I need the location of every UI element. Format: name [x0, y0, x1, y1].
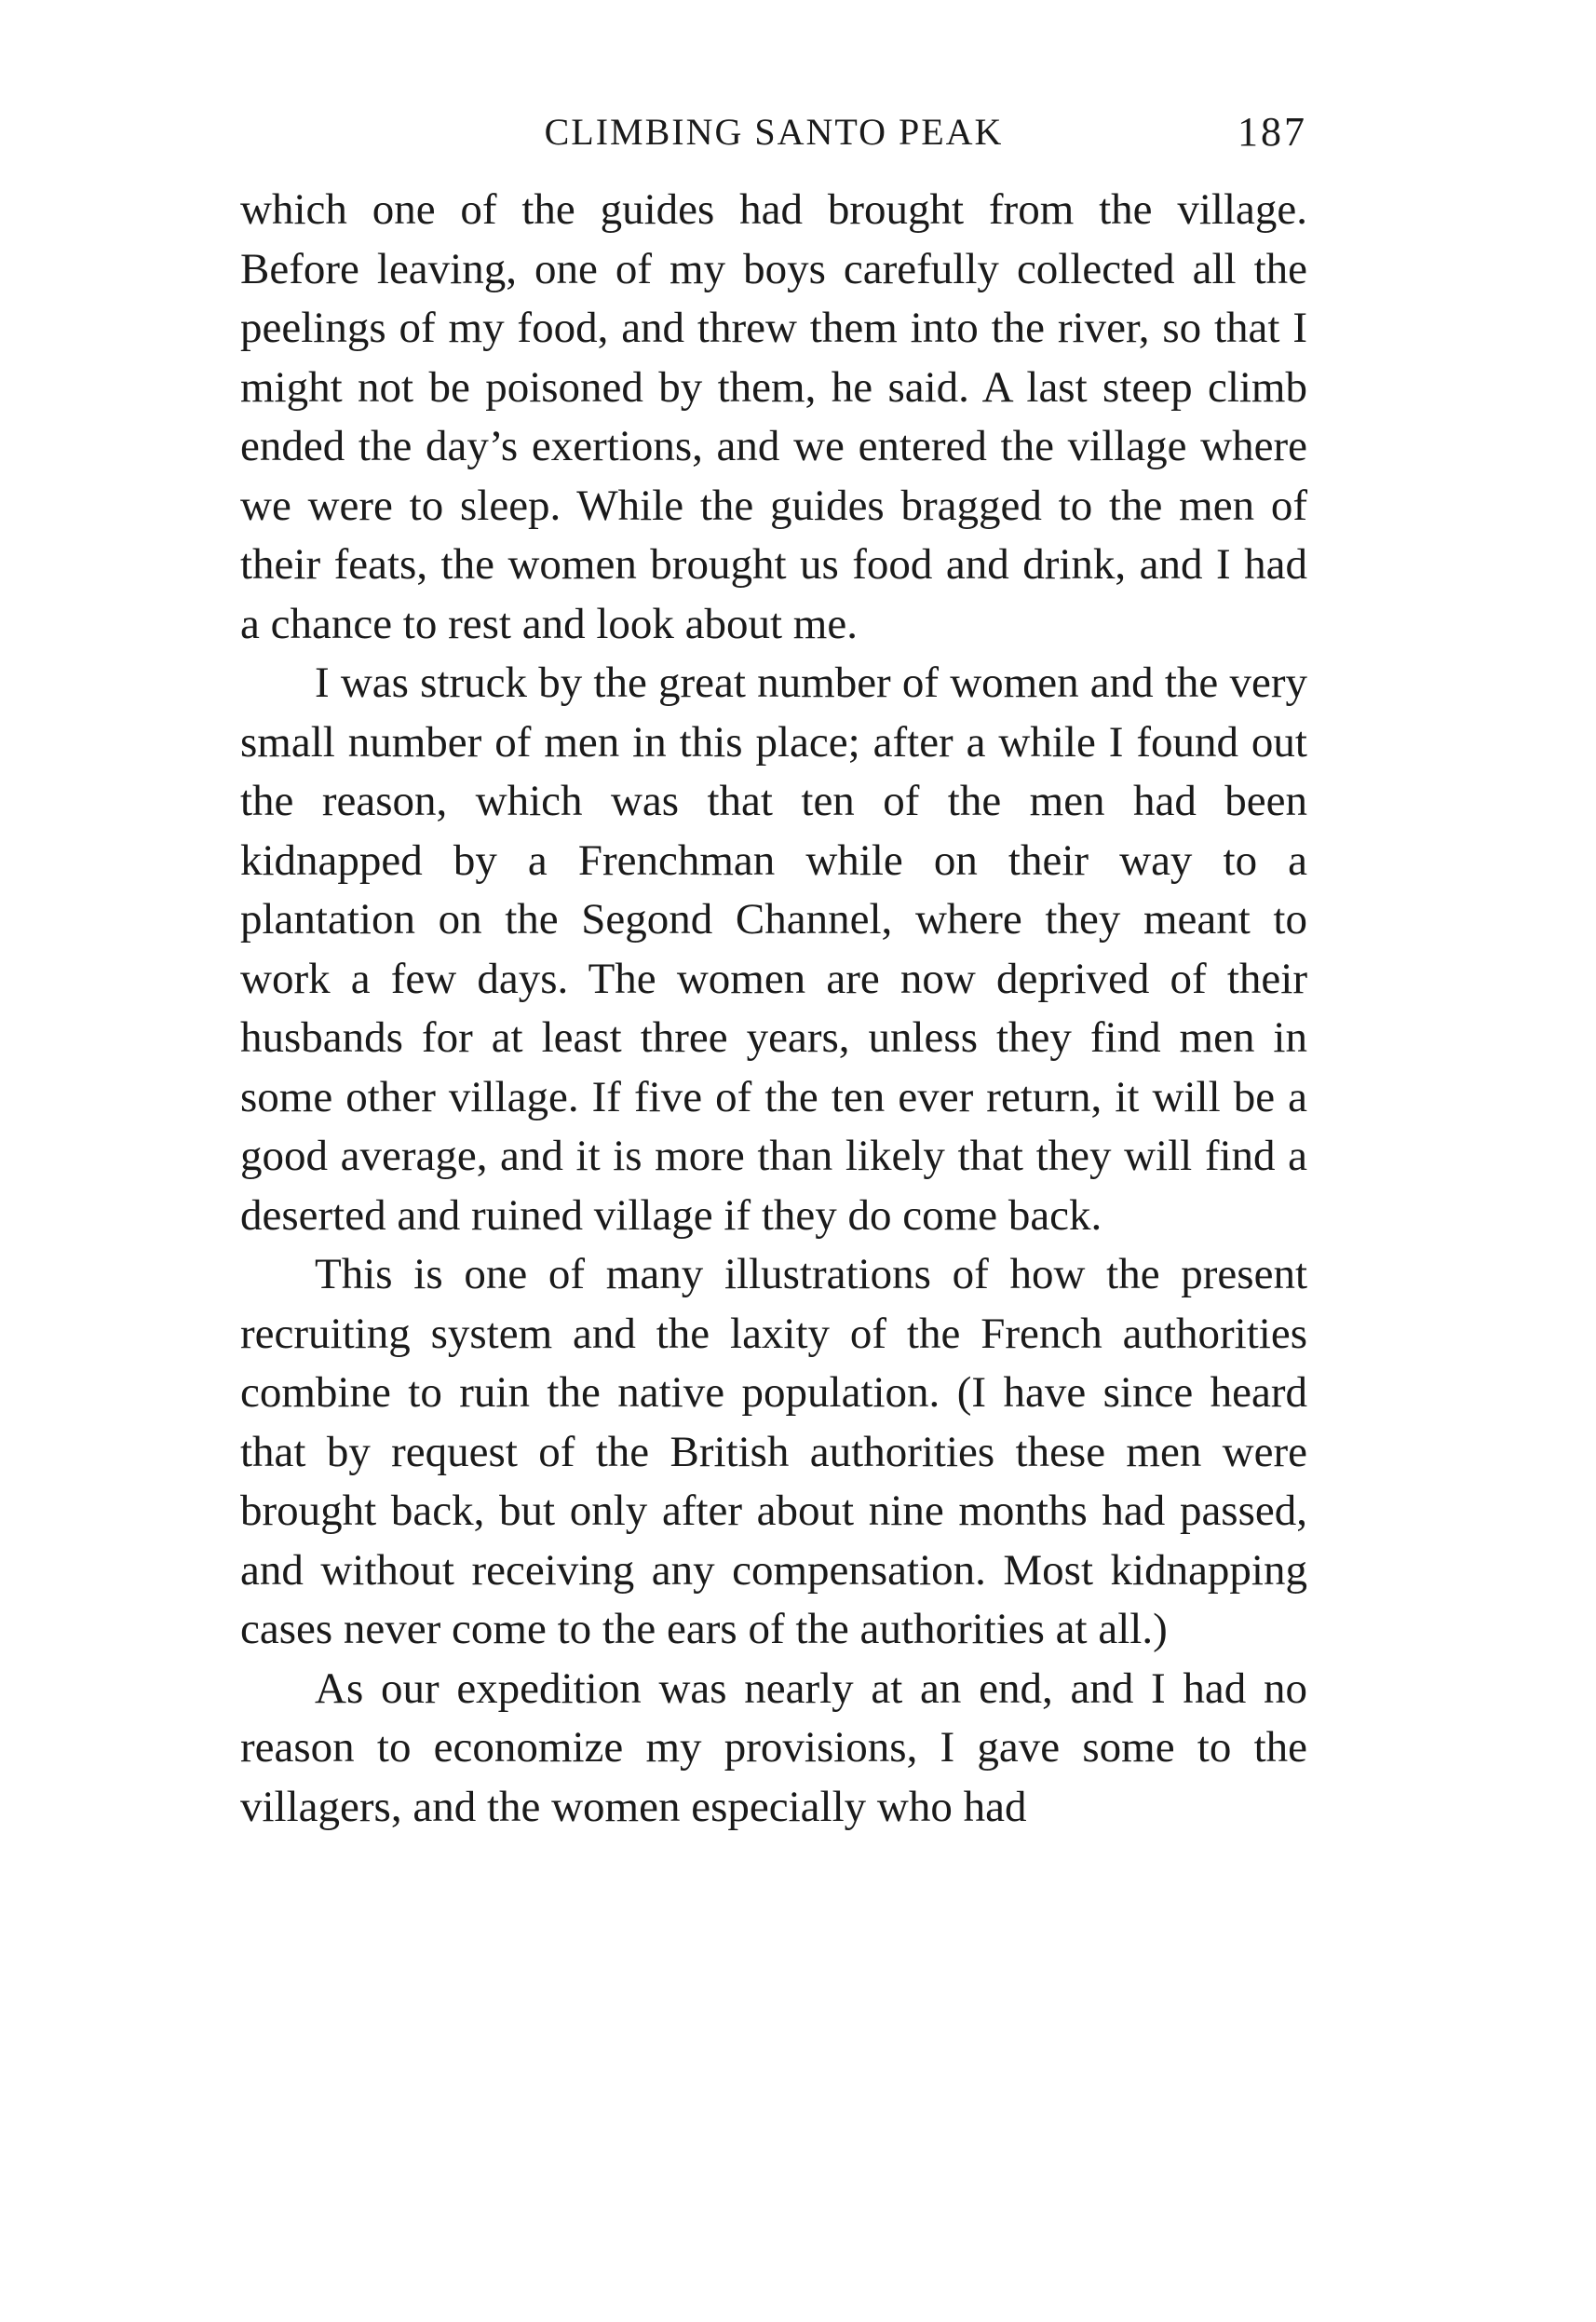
paragraph: This is one of many illustrations of how the present recruiting system and the laxity of the French authorities combine to ruin the native population. (I have since heard that by request of the British authorities these men were brought back, but only after about nine months had passed, and without receiving any compensation. Most kidnapping cases never come to the ears of the authorities at all.)	[240, 1250, 1307, 1653]
running-title: CLIMBING SANTO PEAK	[544, 111, 1004, 153]
page-number: 187	[1238, 109, 1307, 155]
body-text	[240, 181, 1307, 1837]
paragraph: As our expedition was nearly at an end, and I had no reason to economize my provisions, I gave some to the villagers, and the women especially who had	[240, 1663, 1307, 1831]
running-head	[240, 104, 1307, 160]
paragraph-continued: which one of the guides had brought from the village. Before leaving, one of my boys carefully collected all the peelings of my food, and threw them into the river, so that I might not be poisoned by them, he said. A last steep climb ended the day’s exertions, and we entered the village where we were to sleep. While the guides bragged to the men of their feats, the women brought us food and drink, and I had a chance to rest and look about me.	[240, 185, 1307, 648]
paragraph: I was struck by the great number of women and the very small number of men in this place; after a while I found out the reason, which was that ten of the men had been kidnapped by a Frenchman while on their way to a plantation on the Segond Channel, where they meant to work a few days. The women are now deprived of their husbands for at least three years, unless they find men in some other village. If five of the ten ever return, it will be a good average, and it is more than likely that they will find a deserted and ruined village if they do come back.	[240, 659, 1307, 1240]
